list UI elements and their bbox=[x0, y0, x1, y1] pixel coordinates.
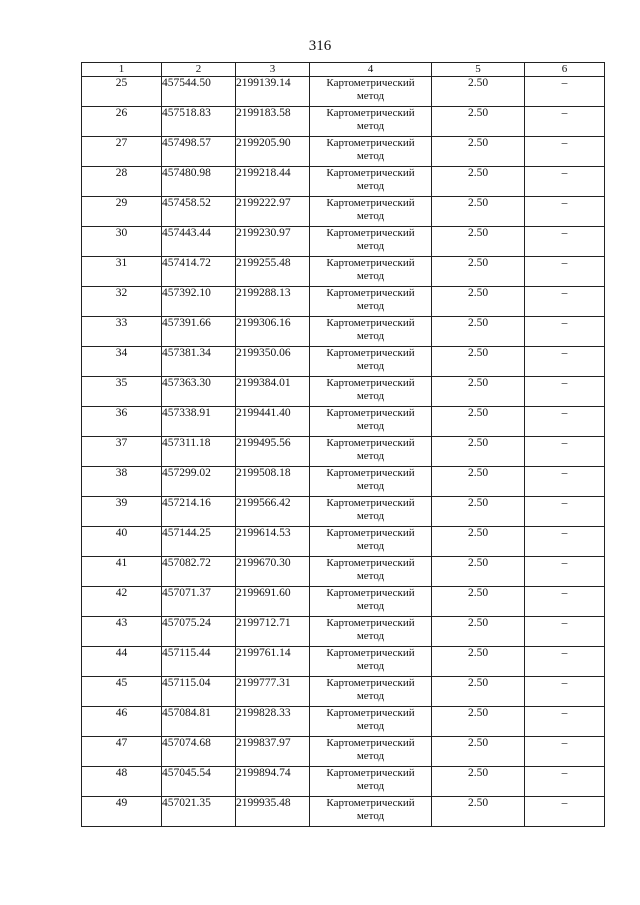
point-number-cell: 43 bbox=[82, 617, 162, 647]
method-line-1: Картометрический bbox=[326, 527, 415, 539]
column-header-1: 1 bbox=[82, 63, 162, 77]
x-coordinate-cell: 457045.54 bbox=[162, 767, 236, 797]
column-header-2: 2 bbox=[162, 63, 236, 77]
accuracy-cell: 2.50 bbox=[432, 257, 525, 287]
method-line-2: метод bbox=[356, 240, 385, 252]
method-line-2: метод bbox=[356, 330, 385, 342]
table-row bbox=[82, 587, 605, 617]
method-line-2: метод bbox=[356, 540, 385, 552]
accuracy-cell: 2.50 bbox=[432, 737, 525, 767]
note-cell: – bbox=[525, 467, 605, 497]
method-line-2: метод bbox=[356, 420, 385, 432]
y-coordinate-cell: 2199935.48 bbox=[236, 797, 310, 827]
accuracy-cell: 2.50 bbox=[432, 557, 525, 587]
table-row bbox=[82, 407, 605, 437]
y-coordinate-cell: 2199306.16 bbox=[236, 317, 310, 347]
point-number-cell: 40 bbox=[82, 527, 162, 557]
note-cell: – bbox=[525, 317, 605, 347]
x-coordinate-cell: 457144.25 bbox=[162, 527, 236, 557]
note-cell: – bbox=[525, 77, 605, 107]
point-number-cell: 42 bbox=[82, 587, 162, 617]
table-row bbox=[82, 527, 605, 557]
y-coordinate-cell: 2199837.97 bbox=[236, 737, 310, 767]
accuracy-cell: 2.50 bbox=[432, 437, 525, 467]
point-number-cell: 46 bbox=[82, 707, 162, 737]
y-coordinate-cell: 2199495.56 bbox=[236, 437, 310, 467]
x-coordinate-cell: 457299.02 bbox=[162, 467, 236, 497]
method-line-1: Картометрический bbox=[326, 107, 415, 119]
point-number-cell: 45 bbox=[82, 677, 162, 707]
note-cell: – bbox=[525, 107, 605, 137]
method-line-1: Картометрический bbox=[326, 647, 415, 659]
y-coordinate-cell: 2199384.01 bbox=[236, 377, 310, 407]
method-line-1: Картометрический bbox=[326, 77, 415, 89]
accuracy-cell: 2.50 bbox=[432, 107, 525, 137]
x-coordinate-cell: 457414.72 bbox=[162, 257, 236, 287]
table-row bbox=[82, 377, 605, 407]
x-coordinate-cell: 457074.68 bbox=[162, 737, 236, 767]
method-cell bbox=[310, 617, 432, 647]
x-coordinate-cell: 457338.91 bbox=[162, 407, 236, 437]
table-row bbox=[82, 137, 605, 167]
point-number-cell: 29 bbox=[82, 197, 162, 227]
column-header-5: 5 bbox=[432, 63, 525, 77]
note-cell: – bbox=[525, 737, 605, 767]
method-cell bbox=[310, 167, 432, 197]
method-cell bbox=[310, 227, 432, 257]
note-cell: – bbox=[525, 197, 605, 227]
method-line-2: метод bbox=[356, 660, 385, 672]
table-row bbox=[82, 167, 605, 197]
method-cell bbox=[310, 467, 432, 497]
point-number-cell: 37 bbox=[82, 437, 162, 467]
accuracy-cell: 2.50 bbox=[432, 167, 525, 197]
note-cell: – bbox=[525, 797, 605, 827]
column-header-6: 6 bbox=[525, 63, 605, 77]
method-cell bbox=[310, 647, 432, 677]
method-line-2: метод bbox=[356, 120, 385, 132]
point-number-cell: 30 bbox=[82, 227, 162, 257]
note-cell: – bbox=[525, 167, 605, 197]
method-cell bbox=[310, 767, 432, 797]
y-coordinate-cell: 2199691.60 bbox=[236, 587, 310, 617]
method-cell bbox=[310, 677, 432, 707]
y-coordinate-cell: 2199205.90 bbox=[236, 137, 310, 167]
accuracy-cell: 2.50 bbox=[432, 137, 525, 167]
x-coordinate-cell: 457443.44 bbox=[162, 227, 236, 257]
accuracy-cell: 2.50 bbox=[432, 527, 525, 557]
x-coordinate-cell: 457480.98 bbox=[162, 167, 236, 197]
note-cell: – bbox=[525, 437, 605, 467]
accuracy-cell: 2.50 bbox=[432, 767, 525, 797]
method-cell bbox=[310, 257, 432, 287]
method-line-2: метод bbox=[356, 210, 385, 222]
method-cell bbox=[310, 407, 432, 437]
method-line-1: Картометрический bbox=[326, 737, 415, 749]
method-line-1: Картометрический bbox=[326, 137, 415, 149]
accuracy-cell: 2.50 bbox=[432, 587, 525, 617]
method-line-1: Картометрический bbox=[326, 347, 415, 359]
table-row bbox=[82, 437, 605, 467]
y-coordinate-cell: 2199183.58 bbox=[236, 107, 310, 137]
note-cell: – bbox=[525, 527, 605, 557]
x-coordinate-cell: 457518.83 bbox=[162, 107, 236, 137]
method-cell bbox=[310, 287, 432, 317]
method-cell bbox=[310, 707, 432, 737]
y-coordinate-cell: 2199139.14 bbox=[236, 77, 310, 107]
note-cell: – bbox=[525, 137, 605, 167]
method-line-1: Картометрический bbox=[326, 377, 415, 389]
y-coordinate-cell: 2199614.53 bbox=[236, 527, 310, 557]
x-coordinate-cell: 457311.18 bbox=[162, 437, 236, 467]
column-header-3: 3 bbox=[236, 63, 310, 77]
y-coordinate-cell: 2199777.31 bbox=[236, 677, 310, 707]
y-coordinate-cell: 2199288.13 bbox=[236, 287, 310, 317]
method-cell bbox=[310, 77, 432, 107]
table-row bbox=[82, 737, 605, 767]
point-number-cell: 26 bbox=[82, 107, 162, 137]
coordinates-table bbox=[81, 62, 605, 827]
accuracy-cell: 2.50 bbox=[432, 707, 525, 737]
table-row bbox=[82, 707, 605, 737]
table-row bbox=[82, 647, 605, 677]
method-line-2: метод bbox=[356, 690, 385, 702]
x-coordinate-cell: 457498.57 bbox=[162, 137, 236, 167]
accuracy-cell: 2.50 bbox=[432, 797, 525, 827]
y-coordinate-cell: 2199712.71 bbox=[236, 617, 310, 647]
y-coordinate-cell: 2199670.30 bbox=[236, 557, 310, 587]
method-line-1: Картометрический bbox=[326, 317, 415, 329]
y-coordinate-cell: 2199566.42 bbox=[236, 497, 310, 527]
method-line-1: Картометрический bbox=[326, 227, 415, 239]
point-number-cell: 47 bbox=[82, 737, 162, 767]
method-line-1: Картометрический bbox=[326, 557, 415, 569]
method-line-2: метод bbox=[356, 750, 385, 762]
method-cell bbox=[310, 377, 432, 407]
accuracy-cell: 2.50 bbox=[432, 197, 525, 227]
accuracy-cell: 2.50 bbox=[432, 467, 525, 497]
x-coordinate-cell: 457392.10 bbox=[162, 287, 236, 317]
y-coordinate-cell: 2199350.06 bbox=[236, 347, 310, 377]
x-coordinate-cell: 457021.35 bbox=[162, 797, 236, 827]
method-line-1: Картометрический bbox=[326, 707, 415, 719]
x-coordinate-cell: 457071.37 bbox=[162, 587, 236, 617]
y-coordinate-cell: 2199218.44 bbox=[236, 167, 310, 197]
note-cell: – bbox=[525, 377, 605, 407]
x-coordinate-cell: 457458.52 bbox=[162, 197, 236, 227]
method-line-2: метод bbox=[356, 390, 385, 402]
y-coordinate-cell: 2199230.97 bbox=[236, 227, 310, 257]
method-line-1: Картометрический bbox=[326, 257, 415, 269]
note-cell: – bbox=[525, 647, 605, 677]
y-coordinate-cell: 2199508.18 bbox=[236, 467, 310, 497]
method-line-1: Картометрический bbox=[326, 287, 415, 299]
accuracy-cell: 2.50 bbox=[432, 647, 525, 677]
table-row bbox=[82, 287, 605, 317]
y-coordinate-cell: 2199255.48 bbox=[236, 257, 310, 287]
point-number-cell: 38 bbox=[82, 467, 162, 497]
method-line-1: Картометрический bbox=[326, 197, 415, 209]
table-row bbox=[82, 257, 605, 287]
x-coordinate-cell: 457363.30 bbox=[162, 377, 236, 407]
note-cell: – bbox=[525, 617, 605, 647]
note-cell: – bbox=[525, 227, 605, 257]
table-row bbox=[82, 347, 605, 377]
table-row bbox=[82, 797, 605, 827]
y-coordinate-cell: 2199828.33 bbox=[236, 707, 310, 737]
accuracy-cell: 2.50 bbox=[432, 617, 525, 647]
method-line-2: метод bbox=[356, 480, 385, 492]
method-cell bbox=[310, 527, 432, 557]
method-cell bbox=[310, 347, 432, 377]
method-cell bbox=[310, 557, 432, 587]
point-number-cell: 32 bbox=[82, 287, 162, 317]
method-line-1: Картометрический bbox=[326, 437, 415, 449]
point-number-cell: 25 bbox=[82, 77, 162, 107]
method-cell bbox=[310, 737, 432, 767]
method-line-2: метод bbox=[356, 810, 385, 822]
accuracy-cell: 2.50 bbox=[432, 347, 525, 377]
method-line-1: Картометрический bbox=[326, 167, 415, 179]
point-number-cell: 34 bbox=[82, 347, 162, 377]
point-number-cell: 31 bbox=[82, 257, 162, 287]
header-row bbox=[82, 63, 605, 77]
method-cell bbox=[310, 437, 432, 467]
point-number-cell: 49 bbox=[82, 797, 162, 827]
method-line-1: Картометрический bbox=[326, 797, 415, 809]
method-line-2: метод bbox=[356, 90, 385, 102]
method-line-2: метод bbox=[356, 270, 385, 282]
x-coordinate-cell: 457391.66 bbox=[162, 317, 236, 347]
method-line-2: метод bbox=[356, 600, 385, 612]
note-cell: – bbox=[525, 287, 605, 317]
note-cell: – bbox=[525, 347, 605, 377]
table-row bbox=[82, 227, 605, 257]
point-number-cell: 39 bbox=[82, 497, 162, 527]
accuracy-cell: 2.50 bbox=[432, 77, 525, 107]
method-line-2: метод bbox=[356, 150, 385, 162]
y-coordinate-cell: 2199441.40 bbox=[236, 407, 310, 437]
note-cell: – bbox=[525, 407, 605, 437]
method-line-1: Картометрический bbox=[326, 587, 415, 599]
table-row bbox=[82, 767, 605, 797]
point-number-cell: 35 bbox=[82, 377, 162, 407]
column-header-4: 4 bbox=[310, 63, 432, 77]
method-line-2: метод bbox=[356, 180, 385, 192]
accuracy-cell: 2.50 bbox=[432, 227, 525, 257]
note-cell: – bbox=[525, 767, 605, 797]
table-row bbox=[82, 497, 605, 527]
method-line-1: Картометрический bbox=[326, 407, 415, 419]
x-coordinate-cell: 457214.16 bbox=[162, 497, 236, 527]
page-number: 316 bbox=[308, 38, 332, 54]
note-cell: – bbox=[525, 557, 605, 587]
method-line-1: Картометрический bbox=[326, 677, 415, 689]
table-row bbox=[82, 77, 605, 107]
point-number-cell: 33 bbox=[82, 317, 162, 347]
method-cell bbox=[310, 497, 432, 527]
table-row bbox=[82, 557, 605, 587]
point-number-cell: 44 bbox=[82, 647, 162, 677]
method-line-2: метод bbox=[356, 780, 385, 792]
method-line-1: Картометрический bbox=[326, 467, 415, 479]
method-line-1: Картометрический bbox=[326, 617, 415, 629]
y-coordinate-cell: 2199894.74 bbox=[236, 767, 310, 797]
method-line-2: метод bbox=[356, 300, 385, 312]
table-row bbox=[82, 677, 605, 707]
method-cell bbox=[310, 317, 432, 347]
method-line-1: Картометрический bbox=[326, 767, 415, 779]
y-coordinate-cell: 2199761.14 bbox=[236, 647, 310, 677]
method-line-2: метод bbox=[356, 510, 385, 522]
method-line-1: Картометрический bbox=[326, 497, 415, 509]
note-cell: – bbox=[525, 707, 605, 737]
table-row bbox=[82, 197, 605, 227]
x-coordinate-cell: 457381.34 bbox=[162, 347, 236, 377]
x-coordinate-cell: 457082.72 bbox=[162, 557, 236, 587]
method-line-2: метод bbox=[356, 450, 385, 462]
accuracy-cell: 2.50 bbox=[432, 677, 525, 707]
accuracy-cell: 2.50 bbox=[432, 377, 525, 407]
method-line-2: метод bbox=[356, 720, 385, 732]
y-coordinate-cell: 2199222.97 bbox=[236, 197, 310, 227]
x-coordinate-cell: 457115.04 bbox=[162, 677, 236, 707]
note-cell: – bbox=[525, 257, 605, 287]
point-number-cell: 36 bbox=[82, 407, 162, 437]
accuracy-cell: 2.50 bbox=[432, 497, 525, 527]
x-coordinate-cell: 457544.50 bbox=[162, 77, 236, 107]
method-cell bbox=[310, 587, 432, 617]
method-line-2: метод bbox=[356, 630, 385, 642]
table-body bbox=[82, 77, 605, 827]
point-number-cell: 28 bbox=[82, 167, 162, 197]
note-cell: – bbox=[525, 497, 605, 527]
method-line-2: метод bbox=[356, 360, 385, 372]
accuracy-cell: 2.50 bbox=[432, 407, 525, 437]
point-number-cell: 48 bbox=[82, 767, 162, 797]
accuracy-cell: 2.50 bbox=[432, 287, 525, 317]
method-cell bbox=[310, 137, 432, 167]
method-cell bbox=[310, 797, 432, 827]
method-cell bbox=[310, 107, 432, 137]
note-cell: – bbox=[525, 587, 605, 617]
table-row bbox=[82, 317, 605, 347]
note-cell: – bbox=[525, 677, 605, 707]
table-row bbox=[82, 107, 605, 137]
table-row bbox=[82, 617, 605, 647]
x-coordinate-cell: 457075.24 bbox=[162, 617, 236, 647]
x-coordinate-cell: 457084.81 bbox=[162, 707, 236, 737]
table-row bbox=[82, 467, 605, 497]
accuracy-cell: 2.50 bbox=[432, 317, 525, 347]
point-number-cell: 27 bbox=[82, 137, 162, 167]
method-cell bbox=[310, 197, 432, 227]
x-coordinate-cell: 457115.44 bbox=[162, 647, 236, 677]
point-number-cell: 41 bbox=[82, 557, 162, 587]
method-line-2: метод bbox=[356, 570, 385, 582]
